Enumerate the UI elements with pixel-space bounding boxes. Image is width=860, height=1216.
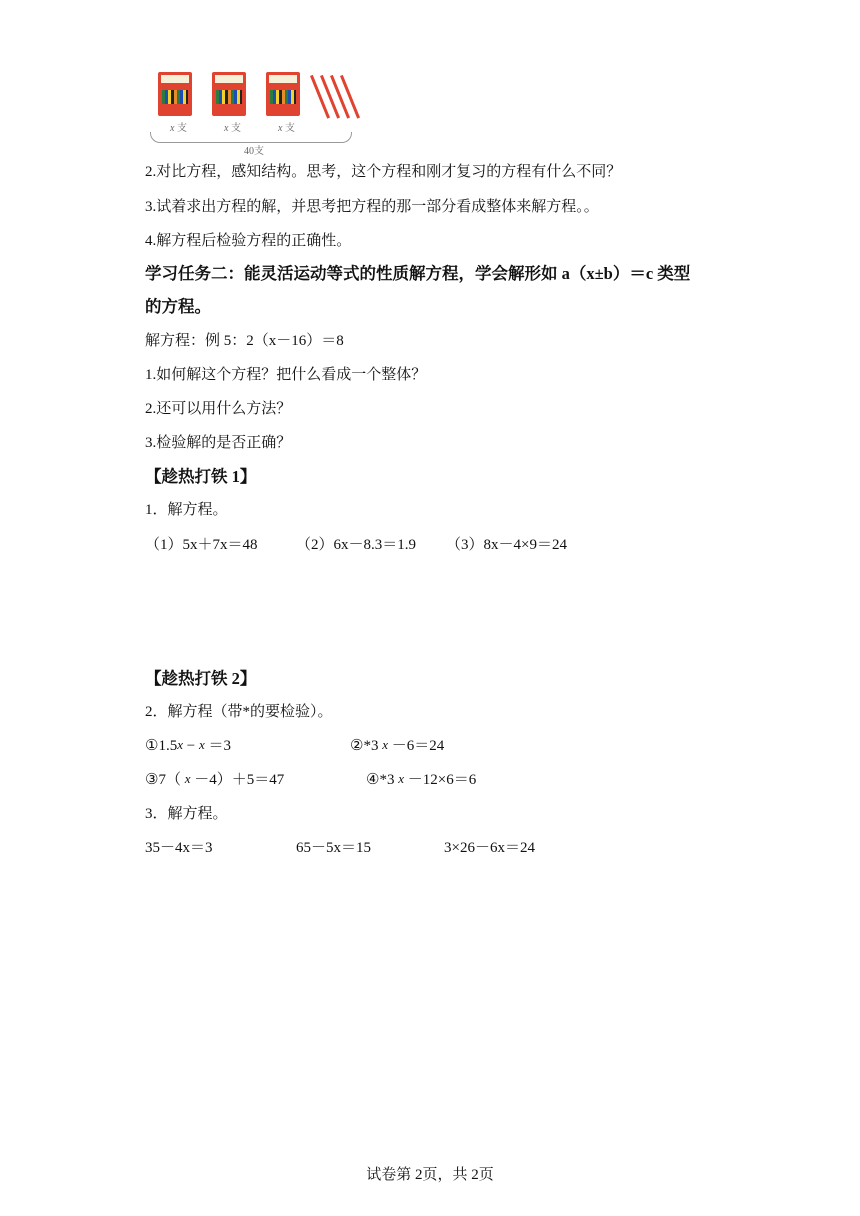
task2-title-cont: 的方程。 <box>145 297 211 316</box>
pencil-image <box>340 75 360 119</box>
step-3: 3.试着求出方程的解，并思考把方程的那一部分看成整体来解方程。。 <box>145 199 599 215</box>
practice1-title: 【趁热打铁 1】 <box>145 467 257 486</box>
equation-item: 35－4x＝3 <box>145 840 213 856</box>
pencil-image <box>330 75 350 119</box>
practice2-prompt: 2．解方程（带*的要检验）。 <box>145 704 333 720</box>
page-footer: 试卷第 2页，共 2页 <box>366 1167 494 1183</box>
pencil-image <box>310 75 330 119</box>
question-2: 2.还可以用什么方法？ <box>145 401 292 417</box>
practice2-title: 【趁热打铁 2】 <box>145 669 257 688</box>
pencil-box-image <box>266 72 300 116</box>
pencil-image <box>320 75 340 119</box>
step-2: 2.对比方程，感知结构。思考，这个方程和刚才复习的方程有什么不同？ <box>145 164 622 180</box>
box-count-label: x 支 <box>170 123 187 134</box>
equation-item: （2）6x－8.3＝1.9 <box>296 537 417 553</box>
task2-title: 学习任务二：能灵活运动等式的性质解方程，学会解形如 a（x±b）＝c 类型 <box>145 264 691 283</box>
question-3: 3.检验解的是否正确？ <box>145 435 292 451</box>
equation-item: （3）8x－4×9＝24 <box>446 537 567 553</box>
equation-item: ②*3 x －6＝24 <box>350 737 445 754</box>
step-4: 4.解方程后检验方程的正确性。 <box>145 233 352 249</box>
equation-item: ①1.5x − x ＝3 <box>145 737 231 754</box>
question-1: 1.如何解这个方程？把什么看成一个整体？ <box>145 367 427 383</box>
example-5: 解方程：例 5：2（x－16）＝8 <box>145 333 344 349</box>
pencil-box-image <box>158 72 192 116</box>
pencil-boxes-illustration <box>150 66 370 157</box>
practice1-prompt: 1．解方程。 <box>145 502 228 518</box>
box-count-label: x 支 <box>224 123 241 134</box>
equation-item: 3×26－6x＝24 <box>444 840 535 856</box>
equation-item: ④*3 x －12×6＝6 <box>366 771 477 788</box>
equation-item: （1）5x＋7x＝48 <box>145 537 258 553</box>
equation-item: 65－5x＝15 <box>296 840 372 856</box>
equation-item: ③7（ x －4）＋5＝47 <box>145 771 285 788</box>
total-label: 40支 <box>244 146 264 157</box>
practice3-prompt: 3．解方程。 <box>145 806 228 822</box>
pencil-box-image <box>212 72 246 116</box>
box-count-label: x 支 <box>278 123 295 134</box>
